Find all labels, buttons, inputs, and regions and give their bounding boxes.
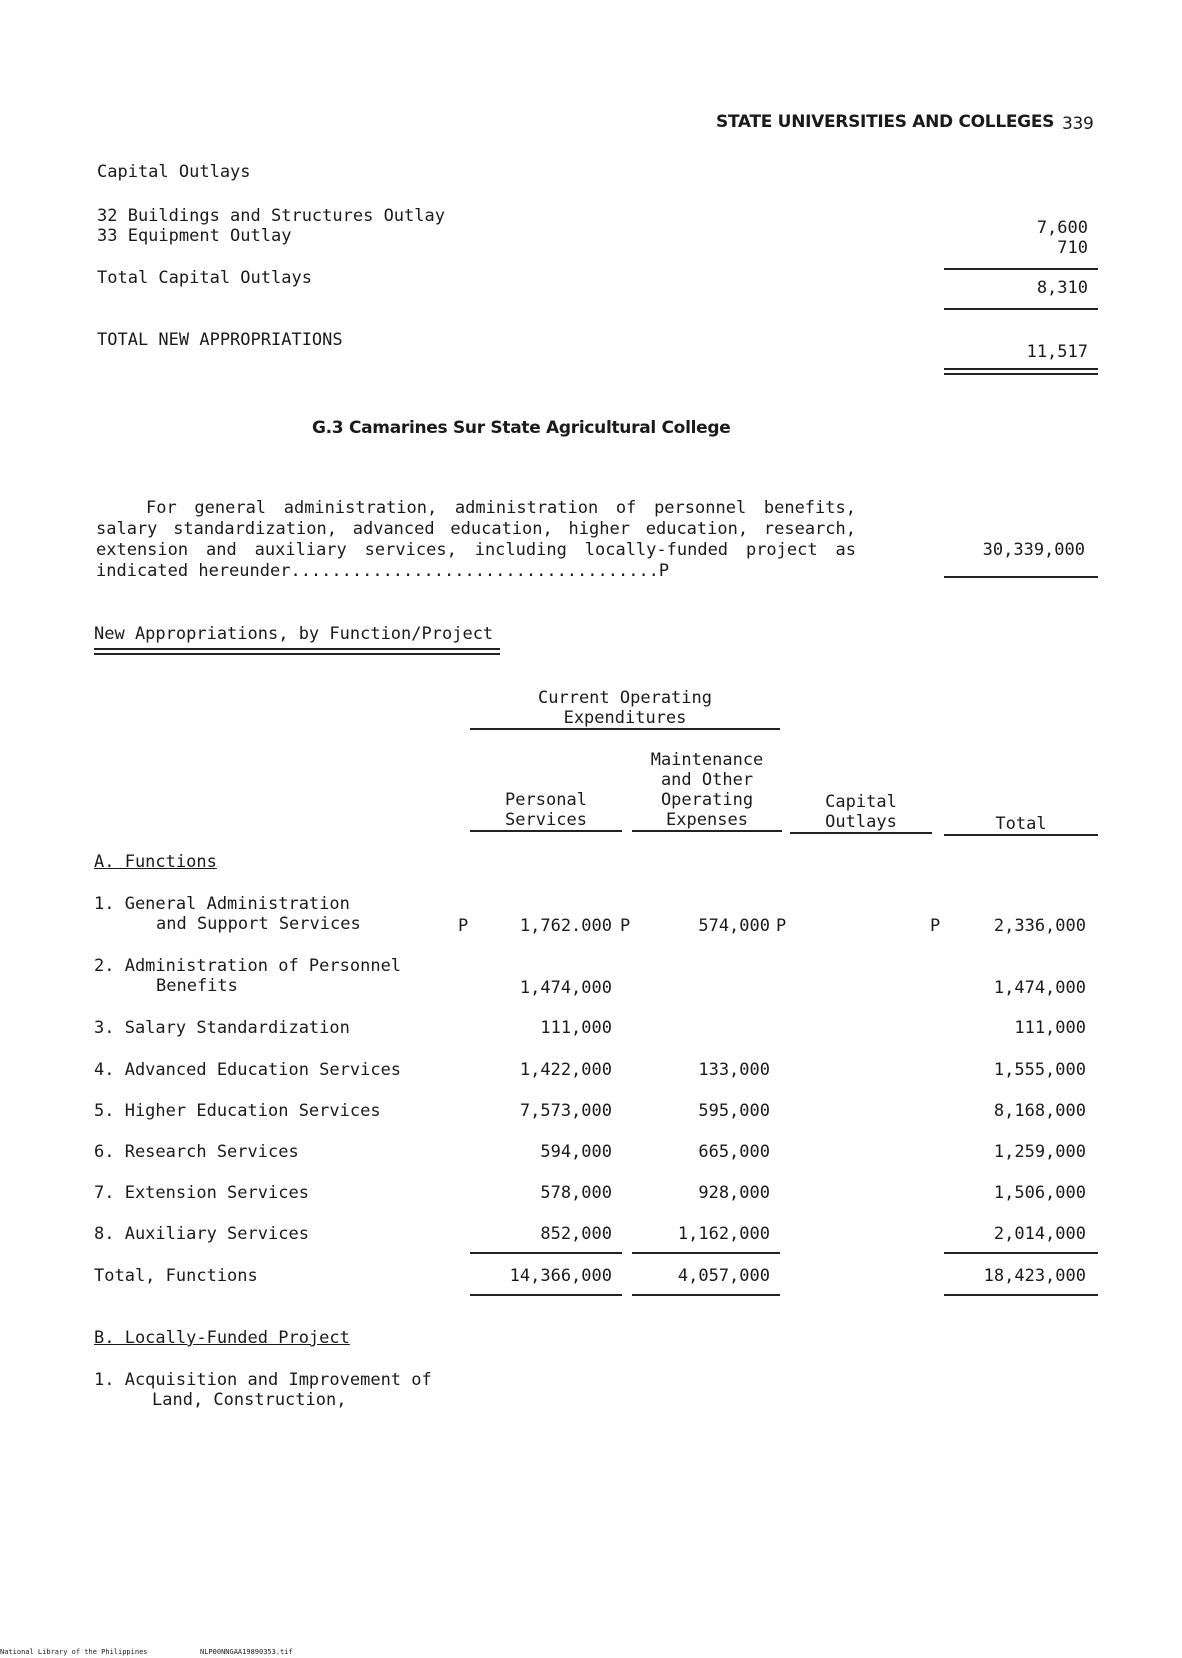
- equipment-outlay-amount: 710: [1057, 238, 1088, 258]
- capital-outlays-heading: Capital Outlays: [97, 162, 251, 182]
- total-rule: [944, 308, 1098, 310]
- row-1-label-cont: and Support Services: [156, 914, 361, 934]
- section-b-item-label: 1. Acquisition and Improvement of: [94, 1370, 432, 1390]
- row-8-label: 8. Auxiliary Services: [94, 1224, 309, 1244]
- row-4-total: 1,555,000: [993, 1060, 1086, 1080]
- row-5-ps: 7,573,000: [519, 1101, 612, 1121]
- row-3-ps: 111,000: [540, 1018, 612, 1038]
- row-1-peso-mooe: P: [620, 916, 631, 936]
- row-3-label: 3. Salary Standardization: [94, 1018, 350, 1038]
- intro-amount-rule: [944, 576, 1098, 578]
- row-1-peso-total: P: [930, 916, 941, 936]
- row-2-ps: 1,474,000: [519, 978, 612, 998]
- row-1-mooe: 574,000: [698, 916, 770, 936]
- row-3-total: 111,000: [1014, 1018, 1086, 1038]
- running-header-title: STATE UNIVERSITIES AND COLLEGES: [716, 112, 1055, 132]
- row-8-total: 2,014,000: [993, 1224, 1086, 1244]
- totals-under-rule-total: [944, 1294, 1098, 1296]
- totals-label: Total, Functions: [94, 1266, 258, 1286]
- row-5-total: 8,168,000: [993, 1101, 1086, 1121]
- section-intro-amount: 30,339,000: [982, 540, 1085, 560]
- row-7-total: 1,506,000: [993, 1183, 1086, 1203]
- row-5-mooe: 595,000: [698, 1101, 770, 1121]
- subtotal-rule: [944, 268, 1098, 270]
- page-number: 339: [1062, 114, 1094, 134]
- totals-ps: 14,366,000: [509, 1266, 612, 1286]
- row-8-ps: 852,000: [540, 1224, 612, 1244]
- group-header-rule: [470, 728, 780, 730]
- row-4-ps: 1,422,000: [519, 1060, 612, 1080]
- row-5-label: 5. Higher Education Services: [94, 1101, 381, 1121]
- total-capital-outlays-amount: 8,310: [1036, 278, 1088, 298]
- section-a-heading: A. Functions: [94, 852, 217, 872]
- row-6-total: 1,259,000: [993, 1142, 1086, 1162]
- footer-file: NLP00NNGAA19890353.tif: [200, 1648, 293, 1656]
- footer-library: National Library of the Philippines: [0, 1648, 148, 1656]
- col-capital-rule: [790, 832, 932, 834]
- row-7-ps: 578,000: [540, 1183, 612, 1203]
- equipment-outlay-label: 33 Equipment Outlay: [97, 226, 292, 246]
- row-8-mooe: 1,162,000: [677, 1224, 770, 1244]
- group-header-line2: Expenditures: [563, 708, 687, 728]
- totals-rule-total: [944, 1252, 1098, 1254]
- totals-rule-ps: [470, 1252, 622, 1254]
- total-new-appropriations-amount: 11,517: [1026, 342, 1088, 362]
- row-1-label: 1. General Administration: [94, 894, 350, 914]
- col-total-rule: [944, 834, 1098, 836]
- row-1-ps: 1,762.000: [519, 916, 612, 936]
- col-mooe-l3: Operating: [660, 790, 754, 810]
- totals-total: 18,423,000: [983, 1266, 1086, 1286]
- row-4-mooe: 133,000: [698, 1060, 770, 1080]
- col-capital-l1: Capital: [825, 792, 897, 812]
- col-personal-l2: Services: [505, 810, 587, 830]
- col-mooe-l1: Maintenance: [650, 750, 764, 770]
- grand-total-double-rule: [944, 368, 1098, 375]
- row-6-mooe: 665,000: [698, 1142, 770, 1162]
- row-1-peso-co: P: [776, 916, 787, 936]
- buildings-outlay-label: 32 Buildings and Structures Outlay: [97, 206, 445, 226]
- section-title: G.3 Camarines Sur State Agricultural College: [312, 418, 731, 438]
- col-personal-l1: Personal: [505, 790, 587, 810]
- col-mooe-rule: [632, 830, 782, 832]
- row-1-total: 2,336,000: [993, 916, 1086, 936]
- section-intro: For general administration, administration of personnel benefits, salary standardization, advanced education, higher education, research, extension and auxiliary services, including locally-funded project as indicated hereunder....................................P: [96, 498, 856, 581]
- totals-mooe: 4,057,000: [677, 1266, 770, 1286]
- row-4-label: 4. Advanced Education Services: [94, 1060, 402, 1080]
- totals-rule-mooe: [632, 1252, 780, 1254]
- row-2-label-cont: Benefits: [156, 976, 238, 996]
- row-6-label: 6. Research Services: [94, 1142, 299, 1162]
- col-personal-rule: [470, 830, 622, 832]
- row-7-mooe: 928,000: [698, 1183, 770, 1203]
- row-7-label: 7. Extension Services: [94, 1183, 309, 1203]
- row-6-ps: 594,000: [540, 1142, 612, 1162]
- group-header-line1: Current Operating: [538, 688, 712, 708]
- totals-under-rule-mooe: [632, 1294, 780, 1296]
- col-mooe-l2: and Other: [660, 770, 754, 790]
- total-capital-outlays-label: Total Capital Outlays: [97, 268, 312, 288]
- table-heading-double-rule: [94, 648, 500, 655]
- section-b-heading: B. Locally-Funded Project: [94, 1328, 350, 1348]
- col-total: Total: [995, 814, 1047, 834]
- col-mooe-l4: Expenses: [666, 810, 748, 830]
- section-b-item-label-cont: Land, Construction,: [152, 1390, 347, 1410]
- row-2-total: 1,474,000: [993, 978, 1086, 998]
- totals-under-rule-ps: [470, 1294, 622, 1296]
- total-new-appropriations-label: TOTAL NEW APPROPRIATIONS: [97, 330, 343, 350]
- appropriations-table-heading: New Appropriations, by Function/Project: [94, 624, 494, 644]
- col-capital-l2: Outlays: [825, 812, 897, 832]
- row-1-peso-ps: P: [458, 916, 469, 936]
- row-2-label: 2. Administration of Personnel: [94, 956, 402, 976]
- buildings-outlay-amount: 7,600: [1036, 218, 1088, 238]
